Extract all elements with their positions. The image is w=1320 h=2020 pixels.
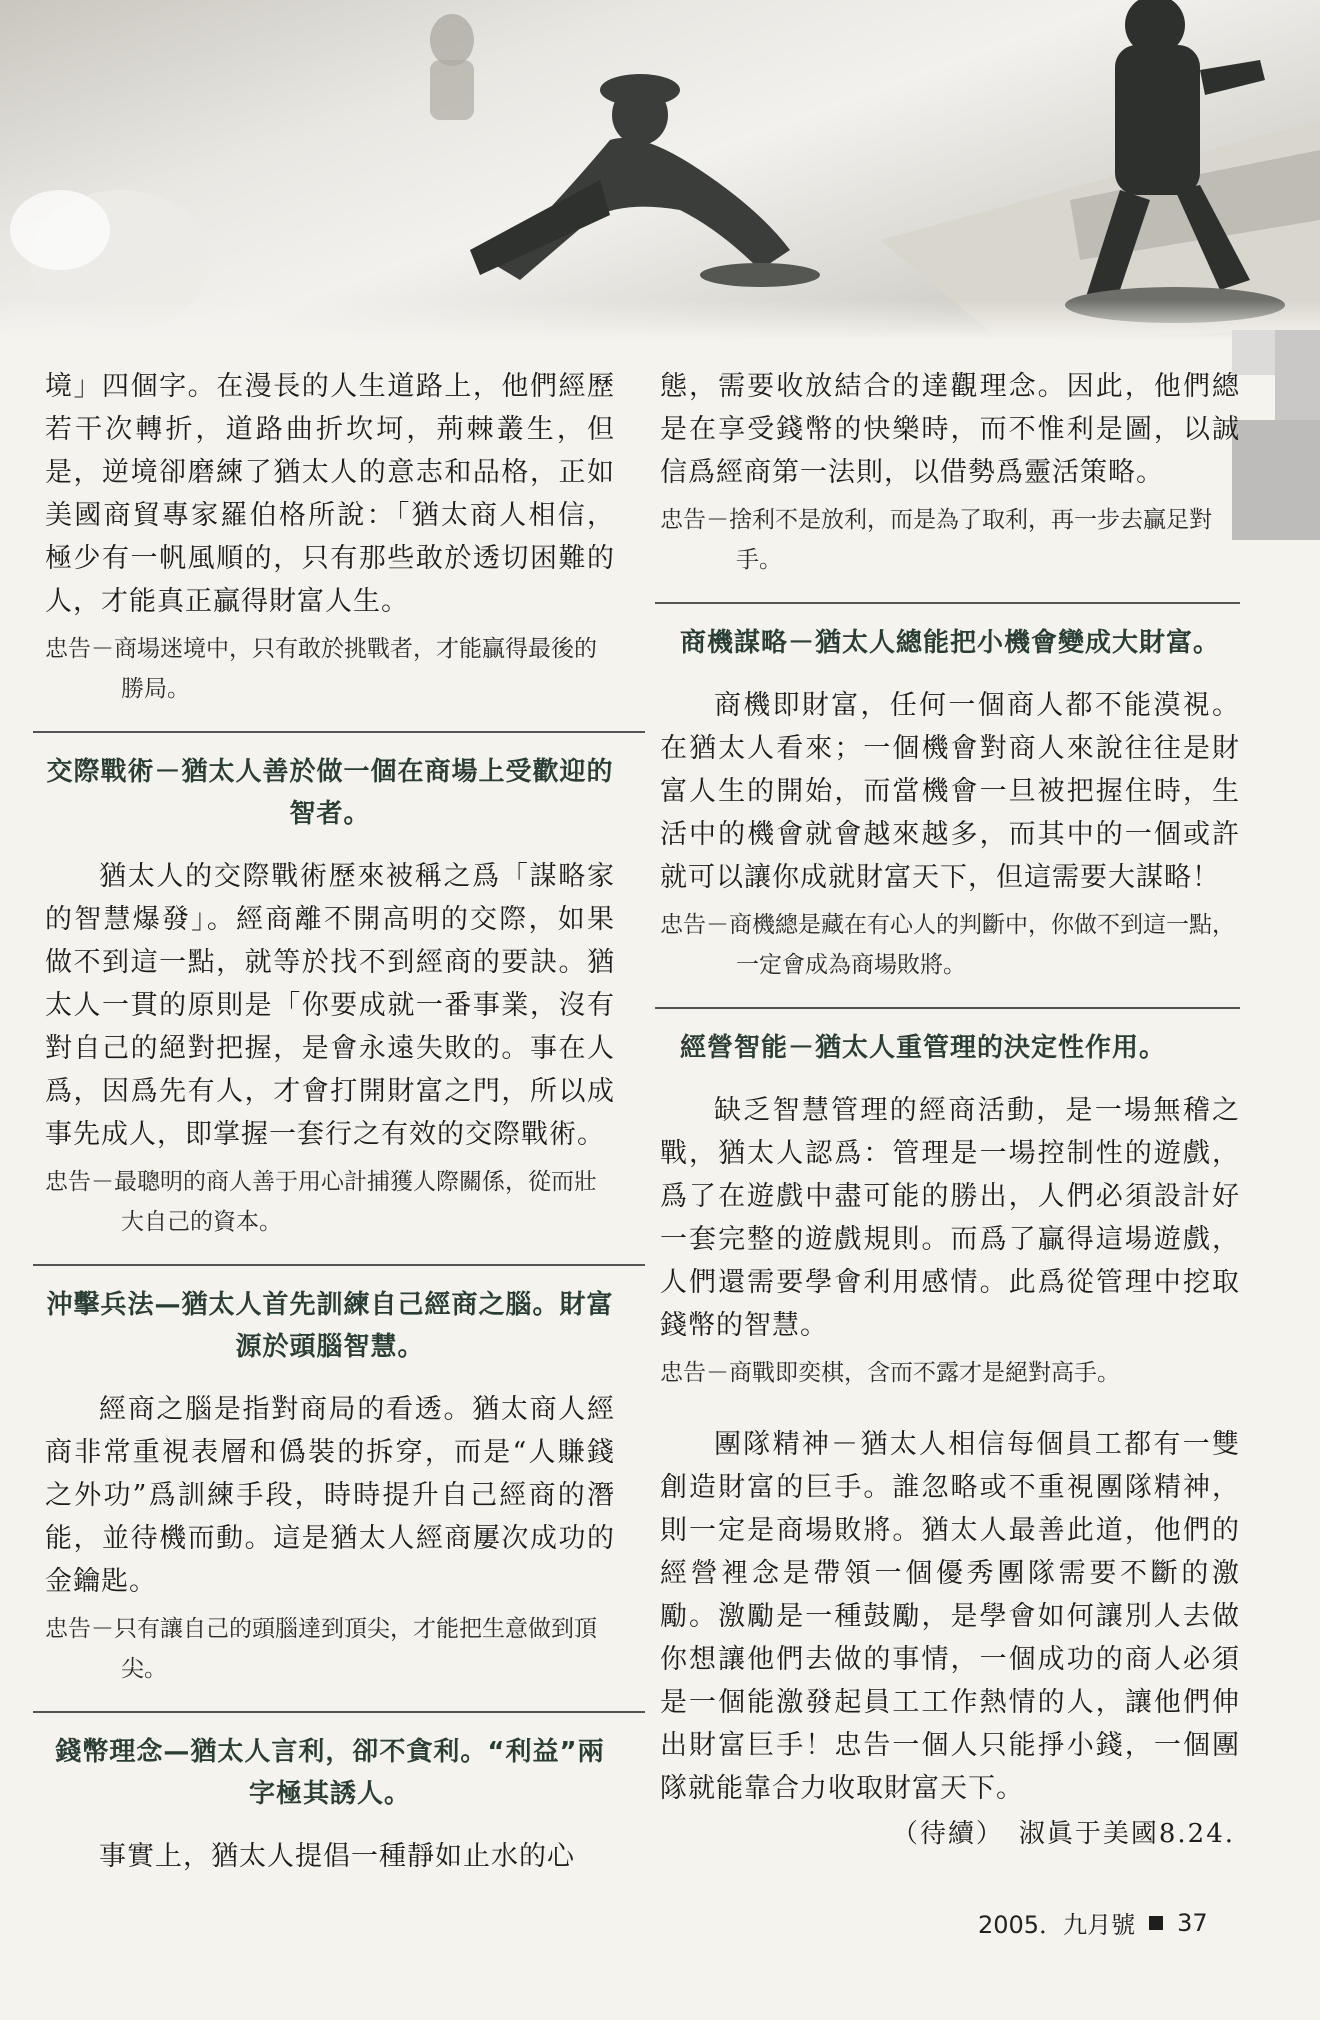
edge-tab [1232,420,1320,540]
section-divider [655,1007,1240,1009]
edge-tab [1275,330,1320,420]
header-photo [0,0,1320,340]
paragraph: 境」四個字。在漫長的人生道路上，他們經歷若干次轉折，道路曲折坎坷，荊棘叢生，但是，逆境卻磨練了猶太人的意志和品格，正如美國商貿專家羅伯格所說：「猶太商人相信，極少有一帆風順的，只有那些敢於透切困難的人，才能真正贏得財富人生。 [45,371,615,617]
advice-note: 忠告－商戰即奕棋，含而不露才是絕對高手。 [660,1360,1120,1386]
left-column [45,365,615,1878]
section-divider [655,602,1240,604]
advice-note: 忠告－只有讓自己的頭腦達到頂尖，才能把生意做到頂尖。 [45,1616,597,1682]
advice-note: 忠告－最聰明的商人善于用心計捕獲人際關係，從而壯大自己的資本。 [45,1169,597,1235]
advice-note: 忠告－商場迷境中，只有敢於挑戰者，才能贏得最後的勝局。 [45,636,597,702]
page-footer [978,1905,1208,1940]
section-divider [33,1711,645,1713]
paragraph: 團隊精神－猶太人相信每個員工都有一雙創造財富的巨手。誰忽略或不重視團隊精神，則一定是商場敗將。猶太人最善此道，他們的經營裡念是帶領一個優秀團隊需要不斷的激勵。激勵是一種鼓勵，是學會如何讓別人去做你想讓他們去做的事情，一個成功的商人必須是一個能激發起員工工作熱情的人，讓他們伸出財富巨手！忠告一個人只能掙小錢，一個團隊就能靠合力收取財富天下。 [660,1429,1240,1804]
paragraph: 猶太人的交際戰術歷來被稱之爲「謀略家的智慧爆發」。經商離不開高明的交際，如果做不到這一點，就等於找不到經商的要訣。猶太人一貫的原則是「你要成就一番事業，沒有對自己的絕對把握，是會永遠失敗的。事在人爲，因爲先有人，才會打開財富之門，所以成事先成人，即掌握一套行之有效的交際戰術。 [45,861,615,1150]
section-heading: 商機謀略－猶太人總能把小機會變成大財富。 [680,628,1221,658]
issue-label: 2005．九月號 [978,1911,1136,1939]
paragraph: 事實上，猶太人提倡一種靜如止水的心 [99,1841,575,1872]
paragraph: 商機即財富，任何一個商人都不能漠視。在猶太人看來；一個機會對商人來說往往是財富人生的開始，而當機會一旦被把握住時，生活中的機會就會越來越多，而其中的一個或許就可以讓你成就財富天下，但這需要大謀略！ [660,690,1240,893]
right-column [660,365,1240,1854]
paragraph: 缺乏智慧管理的經商活動，是一場無稽之戰，猶太人認爲：管理是一場控制性的遊戲，爲了在遊戲中盡可能的勝出，人們必須設計好一套完整的遊戲規則。而爲了贏得這場遊戲，人們還需要學會利用感情。此爲從管理中挖取錢幣的智慧。 [660,1095,1240,1341]
section-divider [33,1264,645,1266]
advice-note: 忠告－商機總是藏在有心人的判斷中，你做不到這一點，一定會成為商場敗將。 [660,912,1235,978]
section-heading: 沖擊兵法—猶太人首先訓練自己經商之腦。財富源於頭腦智慧。 [46,1290,614,1362]
square-bullet-icon [1149,1916,1163,1930]
continued-note: （待續） 淑眞于美國8.24. [891,1819,1235,1849]
section-heading: 錢幣理念—猶太人言利，卻不貪利。“利益”兩字極其誘人。 [55,1737,605,1809]
section-divider [33,731,645,733]
advice-note: 忠告－捨利不是放利，而是為了取利，再一步去贏足對手。 [660,507,1212,573]
toy-soldiers-illustration [0,0,1320,340]
section-heading: 經營智能－猶太人重管理的決定性作用。 [680,1033,1167,1063]
page-number: 37 [1177,1908,1208,1937]
paragraph: 經商之腦是指對商局的看透。猶太商人經商非常重視表層和僞裝的拆穿，而是“人賺錢之外功”爲訓練手段，時時提升自己經商的潛能，並待機而動。這是猶太人經商屢次成功的金鑰匙。 [45,1394,615,1597]
section-heading: 交際戰術－猶太人善於做一個在商場上受歡迎的智者。 [46,757,614,829]
paragraph: 態，需要收放結合的達觀理念。因此，他們總是在享受錢幣的快樂時，而不惟利是圖，以誠信爲經商第一法則，以借勢爲靈活策略。 [660,371,1240,488]
